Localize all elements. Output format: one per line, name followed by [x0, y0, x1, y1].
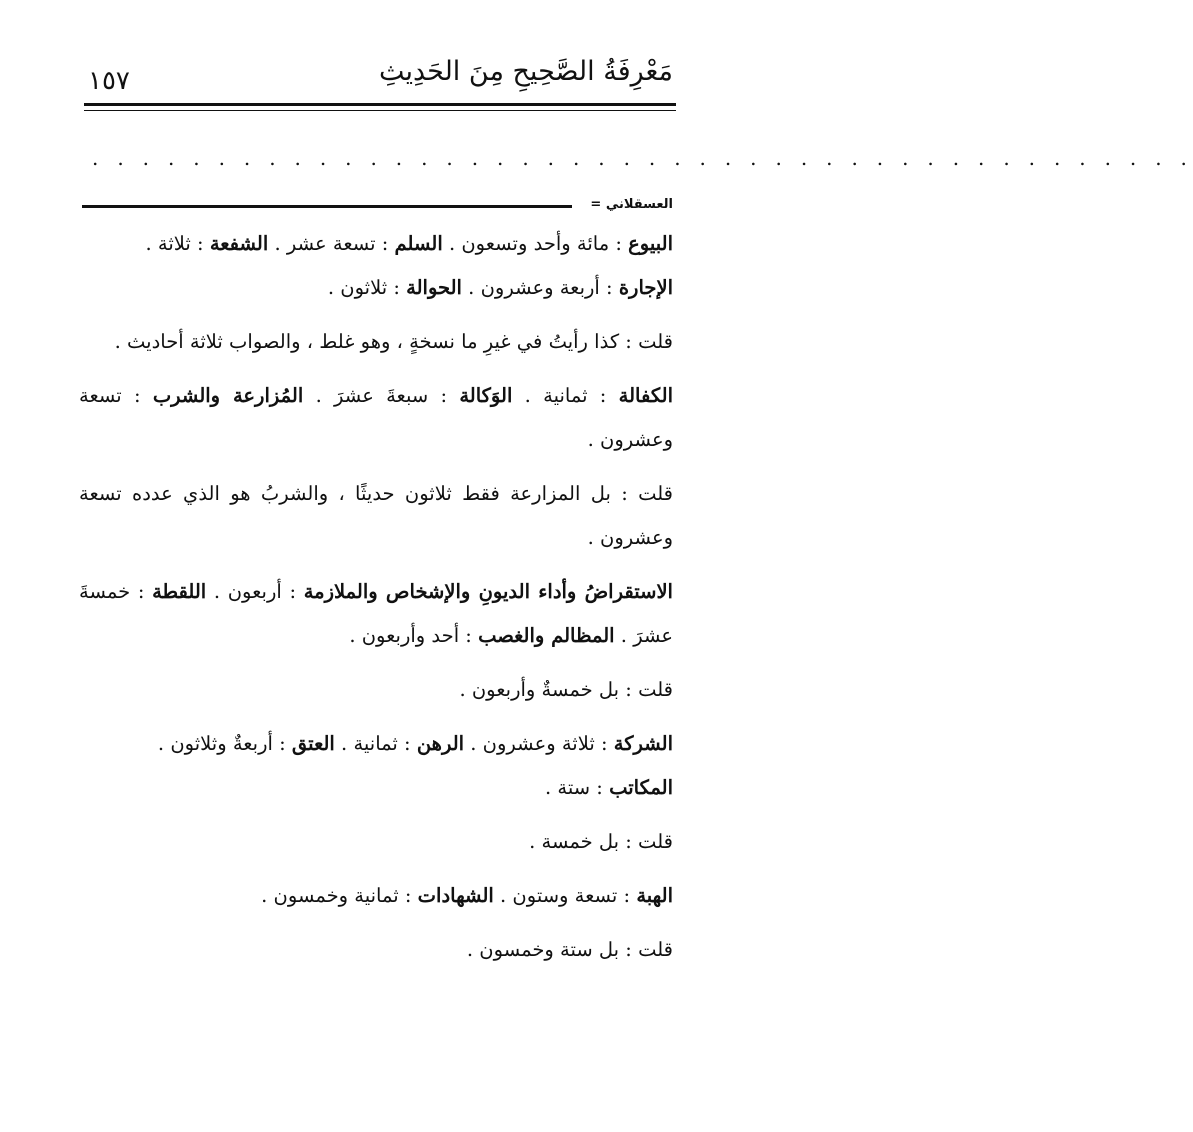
- header-rule-thin: [84, 110, 676, 111]
- bold-term: المكاتب: [609, 776, 673, 799]
- text-run: : ثلاثة وعشرون .: [464, 732, 614, 755]
- text-run: : ستة .: [545, 776, 610, 799]
- paragraph: [79, 874, 673, 918]
- bold-term: السلم: [394, 232, 443, 255]
- text-run: : سبعةَ عشرَ .: [303, 384, 460, 407]
- text-run: : تسعة وعشرون .: [79, 384, 673, 451]
- text-run: : ثلاثة .: [145, 232, 210, 255]
- paragraph: [79, 820, 673, 864]
- paragraph: [79, 928, 673, 972]
- bold-term: اللقطة: [152, 580, 207, 603]
- text-run: قلت : كذا رأيتُ في غيرِ ما نسخةٍ ، وهو غلط ، والصواب ثلاثة أحاديث .: [114, 330, 673, 353]
- bold-term: الإجارة: [618, 276, 673, 299]
- text-run: : أربعون .: [206, 580, 304, 603]
- text-run: : أربعةٌ وثلاثون .: [157, 732, 292, 755]
- text-run: : خمسةَ عشرَ .: [79, 580, 673, 647]
- paragraph: [79, 722, 673, 810]
- bold-term: الهبة: [636, 884, 673, 907]
- bold-term: الاستقراضُ وأداء الديونِ والإشخاص والملازمة: [303, 580, 673, 603]
- paragraph: [79, 374, 673, 462]
- text-run: : تسعة وستون .: [493, 884, 637, 907]
- bold-term: الحوالة: [406, 276, 462, 299]
- running-head-title: مَعْرِفَةُ الصَّحِيحِ مِنَ الحَدِيثِ: [378, 56, 673, 87]
- text-run: : ثلاثون .: [327, 276, 407, 299]
- section-tag: العسقلاني =: [590, 197, 673, 212]
- paragraph: [79, 570, 673, 658]
- paragraph: [79, 222, 673, 310]
- text-run: : ثمانية .: [512, 384, 619, 407]
- bold-term: الرهن: [416, 732, 465, 755]
- paragraph: [79, 472, 673, 560]
- text-run: قلت : بل خمسة .: [529, 830, 673, 853]
- bold-term: الشفعة: [209, 232, 269, 255]
- bold-term: البيوع: [628, 232, 673, 255]
- text-run: : أحد وأربعون .: [349, 624, 479, 647]
- bold-term: الكفالة: [618, 384, 673, 407]
- bold-term: المُزارعة والشرب: [152, 384, 304, 407]
- header-rule-thick: [84, 103, 676, 106]
- page-number: ١٥٧: [88, 66, 130, 96]
- body-text: [79, 222, 673, 982]
- text-run: قلت : بل خمسةٌ وأربعون .: [459, 678, 673, 701]
- text-run: : مائة وأحد وتسعون .: [442, 232, 629, 255]
- bold-term: الشركة: [613, 732, 673, 755]
- text-run: قلت : بل المزارعة فقط ثلاثون حديثًا ، والشربُ هو الذي عدده تسعة وعشرون .: [79, 482, 673, 549]
- bold-term: الوَكالة: [459, 384, 513, 407]
- section-rule: [82, 205, 572, 208]
- bold-term: الشهادات: [417, 884, 494, 907]
- paragraph: [79, 668, 673, 712]
- text-run: : ثمانية وخمسون .: [261, 884, 418, 907]
- ellipsis-dots: . . . . . . . . . . . . . . . . . . . . . . . . . . . . . . . . . . . . . . . . . . . .: [92, 146, 1193, 170]
- text-run: : أربعة وعشرون .: [461, 276, 619, 299]
- paragraph: [79, 320, 673, 364]
- bold-term: العتق: [291, 732, 335, 755]
- bold-term: المظالم والغصب: [478, 624, 615, 647]
- text-run: قلت : بل ستة وخمسون .: [466, 938, 673, 961]
- text-run: : تسعة عشر .: [268, 232, 395, 255]
- text-run: : ثمانية .: [334, 732, 417, 755]
